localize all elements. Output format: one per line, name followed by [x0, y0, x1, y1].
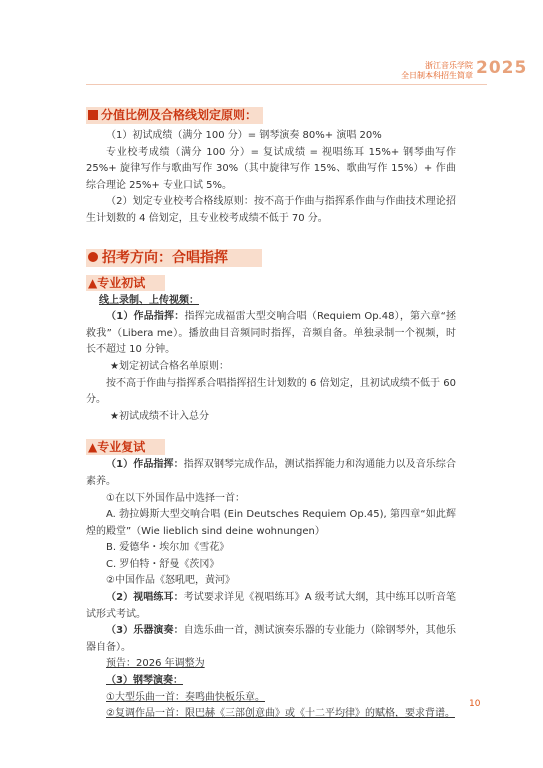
work-option-c: C. 罗伯特・舒曼《茨冈》 [106, 558, 220, 570]
initial-conducting-text: 指挥完成福雷大型交响合唱（Requiem Op.48），第六章“拯救我”（Libera me）。播放曲目音频同时指挥，音频自备。单独录制一个视频，时长不超过 10 分钟。 [86, 311, 456, 356]
instrument-text: 自选乐曲一首，测试演奏乐器的专业能力（除钢琴外，其他乐器自备）。 [86, 625, 456, 653]
piano-item-polyphony: ②复调作品一首：限巴赫《三部创意曲》或《十二平均律》的赋格，要求背谱。 [106, 708, 455, 720]
retest-conducting-item [86, 457, 456, 490]
final-score-formula: 专业校考成绩（满分 100 分）= 复试成绩 = 视唱练耳 15%+ 钢琴曲写作 25%+ 旋律写作与歌曲写作 30%（其中旋律写作 15%、歌曲写作 15%）+ 作曲综合理论 25%+ 专业口试 5%。 [86, 146, 456, 191]
retest-heading [86, 439, 165, 455]
online-upload-label: 线上录制、上传视频： [99, 294, 199, 306]
instrument-label: （3）乐器演奏： [106, 625, 184, 637]
instrument-item [86, 623, 456, 656]
initial-conducting-item [86, 309, 456, 359]
retest-conducting-label: （1）作品指挥： [106, 459, 184, 471]
header-divider [86, 84, 487, 85]
chinese-work-option: ②中国作品《怒吼吧，黄河》 [106, 575, 235, 587]
score-section-heading [86, 107, 263, 124]
initial-pass-principle-text: 按不高于作曲与指挥系合唱指挥招生计划数的 6 倍划定，且初试成绩不低于 60 分。 [86, 377, 456, 406]
solfege-label: （2）视唱练耳： [106, 592, 184, 604]
school-name: 浙江音乐学院 [425, 61, 473, 70]
initial-pass-principle-label: ★划定初试合格名单原则： [110, 360, 229, 372]
brochure-subtitle: 全日制本科招生简章 [401, 71, 473, 80]
initial-score-note: ★初试成绩不计入总分 [110, 410, 209, 422]
square-bullet-icon [88, 110, 98, 120]
initial-score-formula: （1）初试成绩（满分 100 分）= 钢琴演奏 80%+ 演唱 20% [106, 130, 382, 141]
work-option-b: B. 爱德华・埃尔加《雪花》 [106, 542, 230, 554]
direction-title: 招考方向：合唱指挥 [102, 249, 228, 266]
header-year: 2025 [476, 58, 528, 78]
retest-title: ▲专业复试 [88, 440, 146, 455]
score-section-title: 分值比例及合格线划定原则： [101, 108, 258, 122]
circle-bullet-icon [88, 252, 98, 262]
page-number: 10 [469, 699, 481, 709]
pass-line-principle: （2）划定专业校考合格线原则：按不高于作曲与指挥系作曲与作曲技术理论招生计划数的 4 倍划定，且专业校考成绩不低于 70 分。 [86, 196, 456, 224]
initial-conducting-label: （1）作品指挥： [106, 311, 185, 323]
retest-conducting-text: 指挥双钢琴完成作品，测试指挥能力和沟通能力以及音乐综合素养。 [86, 459, 456, 487]
page-content [86, 104, 456, 723]
piano-item-label: （3）钢琴演奏： [106, 675, 183, 687]
foreign-works-option: ①在以下外国作品中选择一首： [106, 492, 245, 504]
adjustment-notice: 预告：2026 年调整为 [106, 658, 205, 670]
header-brand [401, 61, 473, 81]
direction-heading [86, 249, 262, 267]
solfege-item [86, 590, 456, 623]
initial-exam-title: ▲专业初试 [88, 275, 146, 290]
piano-item-sonata: ①大型乐曲一首：奏鸣曲快板乐章。 [106, 691, 265, 703]
work-option-a: A. 勃拉姆斯大型交响合唱 (Ein Deutsches Requiem Op.45), 第四章“如此辉煌的殿堂”（Wie lieblich sind deine wohnungen） [86, 509, 456, 537]
initial-exam-heading [86, 275, 165, 291]
solfege-text: 考试要求详见《视唱练耳》A 级考试大纲，其中练耳以听音笔试形式考试。 [86, 592, 456, 620]
